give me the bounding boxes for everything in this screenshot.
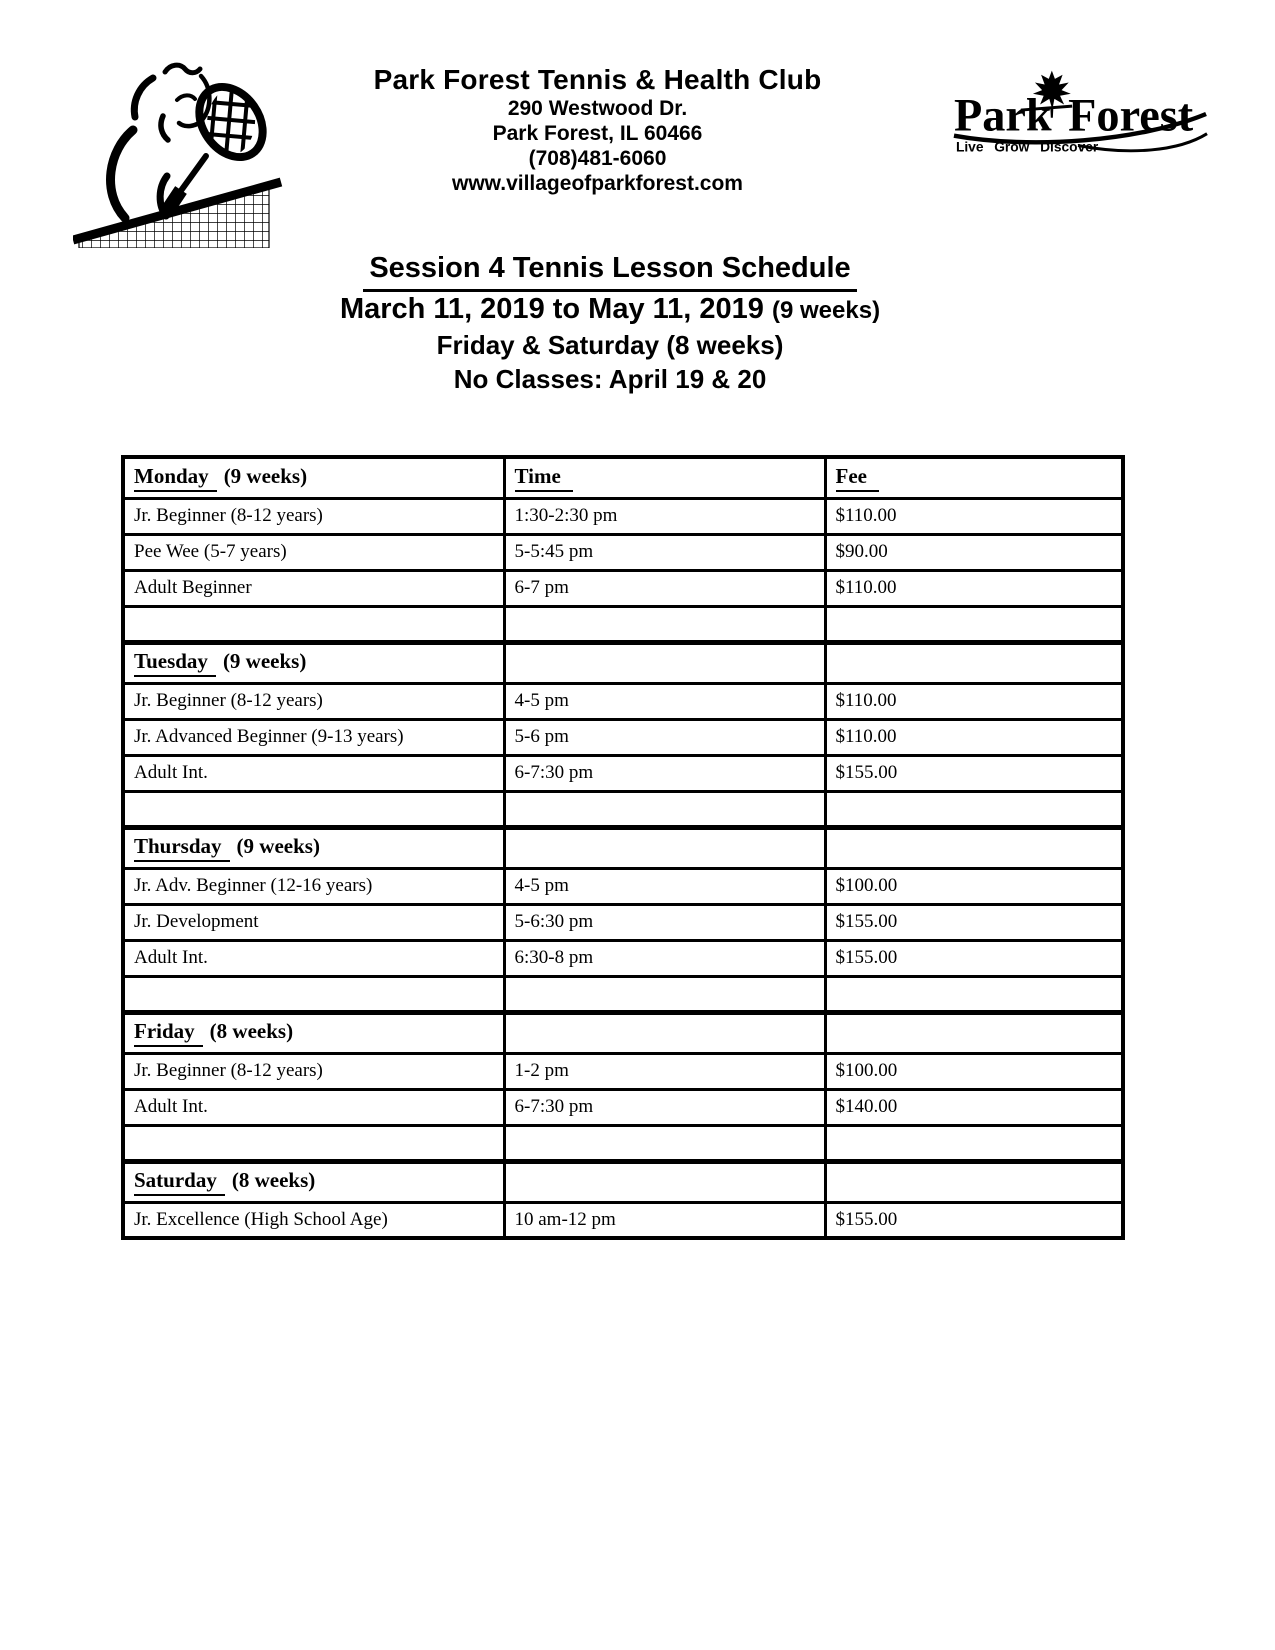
table-row <box>123 1089 1123 1125</box>
empty-cell <box>825 1012 1123 1053</box>
spacer-row <box>123 606 1123 642</box>
no-classes-line: No Classes: April 19 & 20 <box>453 364 767 394</box>
club-website: www.villageofparkforest.com <box>452 172 743 195</box>
class-fee: $155.00 <box>825 755 1123 791</box>
section-header-tuesday <box>123 642 1123 683</box>
spacer-row <box>123 791 1123 827</box>
empty-cell <box>123 606 504 642</box>
class-name: Jr. Beginner (8-12 years) <box>123 683 504 719</box>
day-header-cell: Saturday (8 weeks) <box>123 1161 504 1202</box>
section-header-friday <box>123 1012 1123 1053</box>
empty-cell <box>123 1125 504 1161</box>
class-name: Jr. Beginner (8-12 years) <box>123 1053 504 1089</box>
section-header-saturday <box>123 1161 1123 1202</box>
spacer-row <box>123 976 1123 1012</box>
table-row <box>123 755 1123 791</box>
class-time: 6-7 pm <box>504 570 825 606</box>
empty-cell <box>504 1012 825 1053</box>
column-header-time: Time <box>504 457 825 498</box>
empty-cell <box>504 1161 825 1202</box>
class-name: Jr. Adv. Beginner (12-16 years) <box>123 868 504 904</box>
empty-cell <box>825 1125 1123 1161</box>
class-fee: $110.00 <box>825 570 1123 606</box>
table-row <box>123 1053 1123 1089</box>
class-fee: $100.00 <box>825 868 1123 904</box>
class-fee: $140.00 <box>825 1089 1123 1125</box>
class-time: 4-5 pm <box>504 683 825 719</box>
tennis-player-logo <box>73 60 311 248</box>
class-fee: $155.00 <box>825 1202 1123 1238</box>
park-forest-logo <box>952 68 1208 160</box>
empty-cell <box>825 976 1123 1012</box>
section-header-monday <box>123 457 1123 498</box>
class-fee: $110.00 <box>825 683 1123 719</box>
class-name: Adult Int. <box>123 755 504 791</box>
club-header <box>285 64 910 196</box>
club-phone: (708)481-6060 <box>528 147 667 170</box>
lesson-schedule-table <box>121 455 1125 1240</box>
club-name: Park Forest Tennis & Health Club <box>373 64 822 95</box>
table-row <box>123 868 1123 904</box>
day-header-cell: Monday (9 weeks) <box>123 457 504 498</box>
class-name: Jr. Beginner (8-12 years) <box>123 498 504 534</box>
empty-cell <box>825 1161 1123 1202</box>
table-row <box>123 940 1123 976</box>
class-time: 5-6 pm <box>504 719 825 755</box>
pf-tagline: Live Grow Discover <box>955 139 1099 155</box>
table-row <box>123 719 1123 755</box>
class-time: 6-7:30 pm <box>504 1089 825 1125</box>
class-name: Adult Beginner <box>123 570 504 606</box>
subtitle-line: Friday & Saturday (8 weeks) <box>436 330 784 360</box>
day-header-cell: Thursday (9 weeks) <box>123 827 504 868</box>
class-time: 4-5 pm <box>504 868 825 904</box>
class-fee: $155.00 <box>825 940 1123 976</box>
table-row <box>123 570 1123 606</box>
empty-cell <box>504 976 825 1012</box>
class-time: 6-7:30 pm <box>504 755 825 791</box>
empty-cell <box>123 976 504 1012</box>
empty-cell <box>825 791 1123 827</box>
class-fee: $110.00 <box>825 498 1123 534</box>
empty-cell <box>123 791 504 827</box>
date-range-line: March 11, 2019 to May 11, 2019 (9 weeks) <box>339 293 881 325</box>
class-name: Adult Int. <box>123 940 504 976</box>
class-name: Jr. Development <box>123 904 504 940</box>
page-title: Session 4 Tennis Lesson Schedule <box>135 250 1085 292</box>
pf-word-forest: Forest <box>1068 90 1194 142</box>
empty-cell <box>825 827 1123 868</box>
spacer-row <box>123 1125 1123 1161</box>
empty-cell <box>825 642 1123 683</box>
table-row <box>123 683 1123 719</box>
section-header-thursday <box>123 827 1123 868</box>
date-weeks-note: (9 weeks) <box>772 297 881 324</box>
empty-cell <box>504 1125 825 1161</box>
empty-cell <box>504 827 825 868</box>
club-city: Park Forest, IL 60466 <box>492 122 703 145</box>
title-block <box>135 250 1085 396</box>
empty-cell <box>825 606 1123 642</box>
empty-cell <box>504 791 825 827</box>
class-fee: $100.00 <box>825 1053 1123 1089</box>
class-fee: $110.00 <box>825 719 1123 755</box>
table-row <box>123 904 1123 940</box>
class-time: 5-6:30 pm <box>504 904 825 940</box>
table-row <box>123 498 1123 534</box>
class-name: Jr. Advanced Beginner (9-13 years) <box>123 719 504 755</box>
table-row <box>123 1202 1123 1238</box>
day-header-cell: Tuesday (9 weeks) <box>123 642 504 683</box>
class-name: Pee Wee (5-7 years) <box>123 534 504 570</box>
class-fee: $90.00 <box>825 534 1123 570</box>
pf-word-park: Park <box>953 90 1052 142</box>
class-fee: $155.00 <box>825 904 1123 940</box>
table-row <box>123 534 1123 570</box>
class-time: 5-5:45 pm <box>504 534 825 570</box>
class-name: Jr. Excellence (High School Age) <box>123 1202 504 1238</box>
day-header-cell: Friday (8 weeks) <box>123 1012 504 1053</box>
column-header-fee: Fee <box>825 457 1123 498</box>
empty-cell <box>504 642 825 683</box>
empty-cell <box>504 606 825 642</box>
class-time: 1-2 pm <box>504 1053 825 1089</box>
class-name: Adult Int. <box>123 1089 504 1125</box>
club-address: 290 Westwood Dr. <box>507 97 688 120</box>
class-time: 10 am-12 pm <box>504 1202 825 1238</box>
class-time: 6:30-8 pm <box>504 940 825 976</box>
class-time: 1:30-2:30 pm <box>504 498 825 534</box>
